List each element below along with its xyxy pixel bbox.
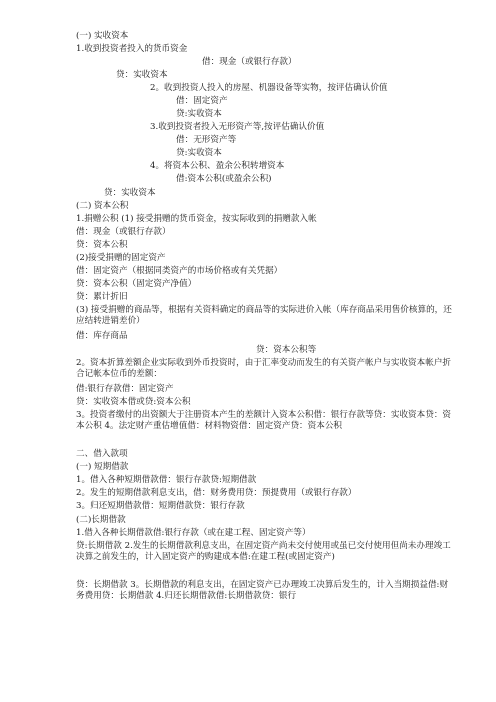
text-line: 贷：实收资本借或贷:资本公积 [76,397,191,407]
text-paragraph: 贷：长期借款 3。长期借款的利息支出，在固定资产已办理竣工决算后发生的，计入当期损益借:财务费用贷：长期借款 4.归还长期借款借:长期借款贷：银行 [76,580,449,601]
section-heading: (一) 短期借款 [76,462,129,472]
text-paragraph: (3) 接受捐赠的商品等，根据有关资料确定的商品等的实际进价入帐（库存商品采用售价核算的，还应结转进销差价） [76,305,452,326]
text-line: 贷:实收资本 [176,109,222,119]
text-line: 1.捐赠公积 (1) 接受捐赠的货币资金，按实际收到的捐赠款入帐 [76,214,317,224]
text-line: 1.借入各种长期借款借:银行存款（或在建工程、固定资产等） [76,528,311,538]
text-line: 4。将资本公积、盈余公积转增资本 [150,161,285,171]
text-line: 3。归还短期借款借：短期借款贷：银行存款 [76,501,245,511]
text-line: 借：固定资产 [176,96,228,106]
text-paragraph: 贷:长期借款 2.发生的长期借款利息支出，在固定资产尚未交付使用或虽已交付使用但尚未办理竣工决算之前发生的，计入固定资产的购建成本借:在建工程(或固定资产) [76,541,451,562]
text-line: 借：无形资产等 [176,135,237,145]
text-line: 2。收到投资人投入的房屋、机器设备等实物，按评估确认价值 [150,83,388,93]
text-line: 借：现金（或银行存款） [202,57,297,67]
text-line: 贷:实收资本 [176,148,222,158]
section-heading: (一) 实收资本 [76,31,129,41]
section-heading: 二、借入款项 [76,449,128,459]
text-line: 3.收到投资者投入无形资产等,按评估确认价值 [150,122,325,132]
text-line: 贷：资本公积（固定资产净值） [76,279,197,289]
section-heading: (二) 资本公积 [76,201,129,211]
text-line: (2)接受捐赠的固定资产 [76,253,166,263]
text-line: 贷：累计折旧 [76,292,128,302]
text-line: 2。发生的短期借款利息支出，借：财务费用贷：预提费用（或银行存款） [76,488,357,498]
text-line: 贷：实收资本 [104,188,156,198]
section-heading: (二)长期借款 [76,515,126,525]
text-line: 贷：实收资本 [116,70,168,80]
text-line: 借：固定资产（根据同类资产的市场价格或有关凭据） [76,266,283,276]
text-line: 借:银行存款借：固定资产 [76,384,174,394]
text-line: 1.收到投资者投入的货币资金 [76,44,188,54]
text-paragraph: 3。投资者缴付的出资额大于注册资本产生的差额计入资本公积借：银行存款等贷：实收资本贷：资本公积 4。法定财产重估增值借：材料物资借：固定资产贷：资本公积 [76,410,452,431]
text-paragraph: 2。资本折算差额企业实际收到外币投资时，由于汇率变动而发生的有关资产帐户与实收资本帐户折合记帐本位币的差额： [76,358,452,379]
text-line: 贷：资本公积 [76,240,128,250]
text-line: 1。借入各种短期借款借：银行存款贷:短期借款 [76,475,257,485]
text-line: 借：库存商品 [76,331,128,341]
text-line: 借：现金（或银行存款） [76,227,171,237]
text-line: 贷：资本公积等 [256,345,317,355]
text-line: 借:资本公积(或盈余公积) [176,174,272,184]
